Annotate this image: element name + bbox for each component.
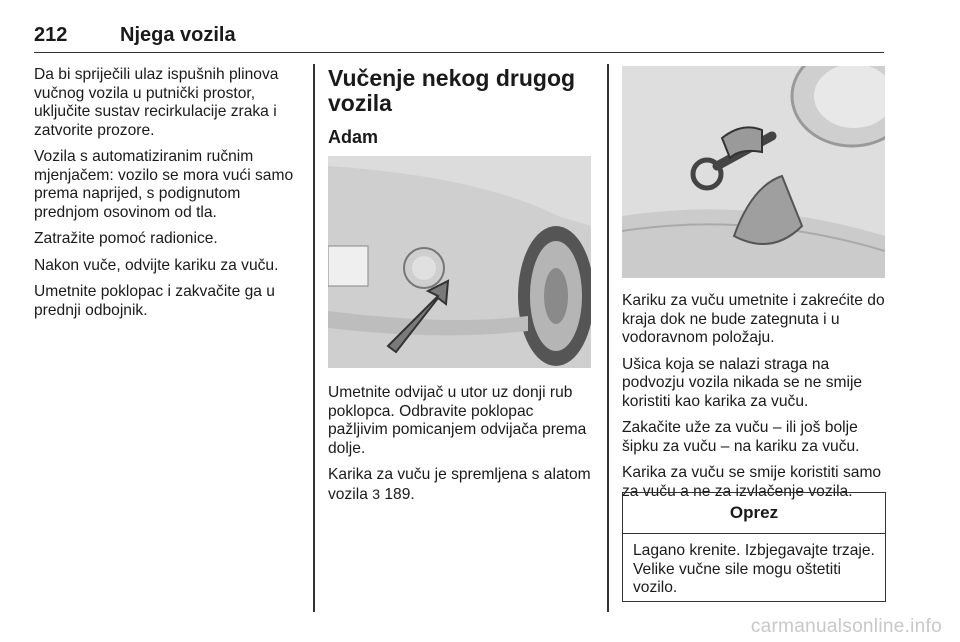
paragraph: Da bi spriječili ulaz ispušnih plinova vučnog vozila u putnički prostor, uključite sustav recirkulacije zraka i zatvorite prozore. <box>34 66 279 139</box>
caution-box <box>622 492 886 602</box>
section-heading: Vučenje nekog drugog vozila <box>328 65 576 116</box>
chapter-title: Njega vozila <box>120 24 236 46</box>
paragraph: Zakačite uže za vuču – ili još bolje šipku za vuču – na kariku za vuču. <box>622 419 860 455</box>
paragraph: Ušica koja se nalazi straga na podvozju vozila nikada se ne smije koristiti kao karika za vuču. <box>622 355 863 410</box>
paragraph: Umetnite odvijač u utor uz donji rub poklopca. Odbravite poklopac pažljivim pomicanjem odvijača prema dolje. <box>328 384 587 457</box>
column-right <box>622 292 887 509</box>
paragraph: Vozila s automatiziranim ručnim mjenjačem: vozilo se mora vući samo prema naprijed, s podignutom prednjom osovinom od tla. <box>34 148 294 221</box>
caution-text: Lagano krenite. Izbjegavajte trzaje. Velike vučne sile mogu oštetiti vozilo. <box>633 542 875 596</box>
caution-title: Oprez <box>623 493 885 534</box>
page-header <box>34 22 884 53</box>
column-left <box>34 66 304 328</box>
page-number: 212 <box>34 24 68 46</box>
column-middle <box>328 66 592 161</box>
paragraph-text: Karika za vuču je spremljena s alatom vozila <box>328 466 591 503</box>
paragraph: Kariku za vuču umetnite i zakrećite do kraja dok ne bude zategnuta i u vodoravnom položaju. <box>622 292 885 346</box>
paragraph: Karika za vuču se smije koristiti samo za vuču a ne za izvlačenje vozila. <box>622 464 882 500</box>
towing-eye-photo <box>622 66 885 278</box>
column-divider <box>607 64 609 612</box>
page-reference-arrow-icon: 3 <box>372 485 381 502</box>
paragraph: Nakon vuče, odvijte kariku za vuču. <box>34 256 279 274</box>
paragraph: Umetnite poklopac i zakvačite ga u prednji odbojnik. <box>34 283 275 319</box>
caption-bumper-cover <box>328 384 592 512</box>
page-reference[interactable]: 189. <box>384 485 415 503</box>
paragraph: Zatražite pomoć radionice. <box>34 230 218 247</box>
column-divider <box>313 64 315 612</box>
section-subheading: Adam <box>328 127 379 147</box>
bumper-cover-photo <box>328 156 591 368</box>
watermark: carmanualsonline.info <box>750 616 942 637</box>
paragraph <box>328 466 592 504</box>
